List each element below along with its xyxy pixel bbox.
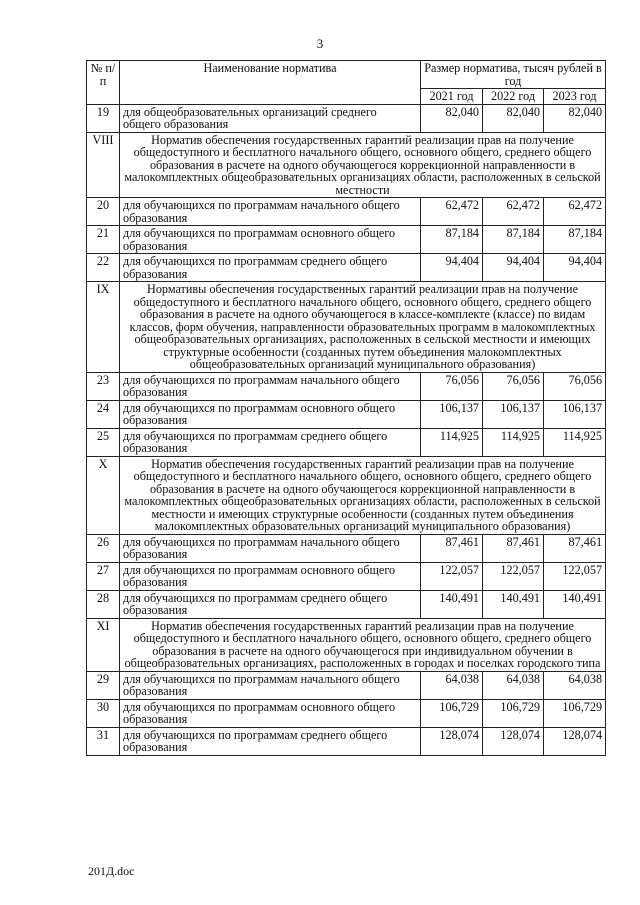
row-number: 22 bbox=[87, 254, 120, 282]
header-year-2021: 2021 год bbox=[421, 89, 483, 105]
row-number: 19 bbox=[87, 104, 120, 132]
section-row bbox=[87, 132, 606, 198]
value-2022: 128,074 bbox=[483, 727, 544, 755]
section-number: X bbox=[87, 456, 120, 534]
header-num: № п/п bbox=[87, 61, 120, 105]
section-title: Норматив обеспечения государственных гарантий реализации прав на получение общедоступного и бесплатного начального общего, основного общего, среднего общего образования в расчете на одного обучающегося коррекционной направленности в малокомплектных общеобразовательных организациях области, расположенных в сельской местности и имеющих структурные особенности (созданных путем объединения малокомплектных образовательных организаций муниципального образования) bbox=[120, 456, 606, 534]
value-2022: 114,925 bbox=[483, 428, 544, 456]
section-number: XI bbox=[87, 618, 120, 671]
value-2021: 128,074 bbox=[421, 727, 483, 755]
value-2021: 87,184 bbox=[421, 226, 483, 254]
value-2021: 82,040 bbox=[421, 104, 483, 132]
row-name: для обучающихся по программам начального общего образования bbox=[120, 372, 421, 400]
table-row bbox=[87, 671, 606, 699]
value-2022: 87,184 bbox=[483, 226, 544, 254]
section-title: Нормативы обеспечения государственных гарантий реализации прав на получение общедоступного и бесплатного начального общего, основного общего, среднего общего образования в расчете на одного обучающегося в классе-комплекте (классе) по видам классов, форм обучения, направленности образовательных программ в малокомплектных общеобразовательных организациях, расположенных в сельской местности и имеющих структурные особенности (созданных путем объединения малокомплектных общеобразовательных организаций муниципального образования) bbox=[120, 282, 606, 373]
row-name: для обучающихся по программам среднего общего образования bbox=[120, 727, 421, 755]
section-number: IX bbox=[87, 282, 120, 373]
table-row bbox=[87, 198, 606, 226]
value-2023: 122,057 bbox=[544, 562, 606, 590]
value-2021: 106,729 bbox=[421, 699, 483, 727]
row-number: 27 bbox=[87, 562, 120, 590]
value-2021: 76,056 bbox=[421, 372, 483, 400]
header-name: Наименование норматива bbox=[120, 61, 421, 105]
norms-table-body bbox=[87, 61, 606, 756]
row-name: для общеобразовательных организаций среднего общего образования bbox=[120, 104, 421, 132]
table-row bbox=[87, 104, 606, 132]
value-2021: 62,472 bbox=[421, 198, 483, 226]
footer-filename: 201Д.doc bbox=[88, 864, 135, 878]
value-2023: 64,038 bbox=[544, 671, 606, 699]
section-row bbox=[87, 456, 606, 534]
value-2021: 64,038 bbox=[421, 671, 483, 699]
table-row bbox=[87, 590, 606, 618]
value-2023: 94,404 bbox=[544, 254, 606, 282]
header-year-2022: 2022 год bbox=[483, 89, 544, 105]
row-name: для обучающихся по программам начального общего образования bbox=[120, 534, 421, 562]
table-header-row bbox=[87, 61, 606, 89]
row-name: для обучающихся по программам начального общего образования bbox=[120, 198, 421, 226]
value-2023: 76,056 bbox=[544, 372, 606, 400]
value-2023: 106,137 bbox=[544, 400, 606, 428]
section-title: Норматив обеспечения государственных гарантий реализации прав на получение общедоступного и бесплатного начального общего, основного общего, среднего общего образования в расчете на одного обучающегося коррекционной направленности в малокомплектных общеобразовательных организациях области, расположенных в сельской местности bbox=[120, 132, 606, 198]
row-number: 21 bbox=[87, 226, 120, 254]
row-name: для обучающихся по программам среднего общего образования bbox=[120, 428, 421, 456]
row-name: для обучающихся по программам среднего общего образования bbox=[120, 254, 421, 282]
value-2021: 140,491 bbox=[421, 590, 483, 618]
value-2023: 128,074 bbox=[544, 727, 606, 755]
value-2022: 106,729 bbox=[483, 699, 544, 727]
value-2021: 87,461 bbox=[421, 534, 483, 562]
value-2022: 64,038 bbox=[483, 671, 544, 699]
row-number: 31 bbox=[87, 727, 120, 755]
table-row bbox=[87, 226, 606, 254]
row-name: для обучающихся по программам основного общего образования bbox=[120, 699, 421, 727]
value-2021: 122,057 bbox=[421, 562, 483, 590]
row-number: 20 bbox=[87, 198, 120, 226]
value-2022: 122,057 bbox=[483, 562, 544, 590]
row-name: для обучающихся по программам основного общего образования bbox=[120, 226, 421, 254]
value-2021: 114,925 bbox=[421, 428, 483, 456]
row-number: 28 bbox=[87, 590, 120, 618]
row-number: 24 bbox=[87, 400, 120, 428]
value-2022: 140,491 bbox=[483, 590, 544, 618]
value-2021: 106,137 bbox=[421, 400, 483, 428]
value-2023: 87,461 bbox=[544, 534, 606, 562]
value-2022: 76,056 bbox=[483, 372, 544, 400]
value-2023: 114,925 bbox=[544, 428, 606, 456]
row-name: для обучающихся по программам среднего общего образования bbox=[120, 590, 421, 618]
section-title: Норматив обеспечения государственных гарантий реализации прав на получение общедоступного и бесплатного начального общего, основного общего, среднего общего образования в расчете на одного обучающегося при индивидуальном обучении в общеобразовательных организациях, расположенных в городах и поселках городского типа bbox=[120, 618, 606, 671]
row-number: 25 bbox=[87, 428, 120, 456]
value-2023: 62,472 bbox=[544, 198, 606, 226]
table-row bbox=[87, 699, 606, 727]
value-2022: 94,404 bbox=[483, 254, 544, 282]
section-number: VIII bbox=[87, 132, 120, 198]
table-row bbox=[87, 727, 606, 755]
value-2023: 87,184 bbox=[544, 226, 606, 254]
value-2022: 62,472 bbox=[483, 198, 544, 226]
row-number: 26 bbox=[87, 534, 120, 562]
row-number: 30 bbox=[87, 699, 120, 727]
section-row bbox=[87, 282, 606, 373]
row-name: для обучающихся по программам основного общего образования bbox=[120, 562, 421, 590]
page-number: 3 bbox=[316, 36, 324, 51]
table-row bbox=[87, 400, 606, 428]
value-2023: 140,491 bbox=[544, 590, 606, 618]
row-name: для обучающихся по программам начального общего образования bbox=[120, 671, 421, 699]
row-name: для обучающихся по программам основного общего образования bbox=[120, 400, 421, 428]
table-row bbox=[87, 562, 606, 590]
value-2022: 82,040 bbox=[483, 104, 544, 132]
value-2022: 87,461 bbox=[483, 534, 544, 562]
row-number: 29 bbox=[87, 671, 120, 699]
value-2023: 106,729 bbox=[544, 699, 606, 727]
header-year-2023: 2023 год bbox=[544, 89, 606, 105]
norms-table bbox=[86, 60, 606, 756]
header-size: Размер норматива, тысяч рублей в год bbox=[421, 61, 606, 89]
value-2021: 94,404 bbox=[421, 254, 483, 282]
row-number: 23 bbox=[87, 372, 120, 400]
table-row bbox=[87, 534, 606, 562]
value-2023: 82,040 bbox=[544, 104, 606, 132]
table-row bbox=[87, 254, 606, 282]
section-row bbox=[87, 618, 606, 671]
value-2022: 106,137 bbox=[483, 400, 544, 428]
table-row bbox=[87, 428, 606, 456]
table-row bbox=[87, 372, 606, 400]
